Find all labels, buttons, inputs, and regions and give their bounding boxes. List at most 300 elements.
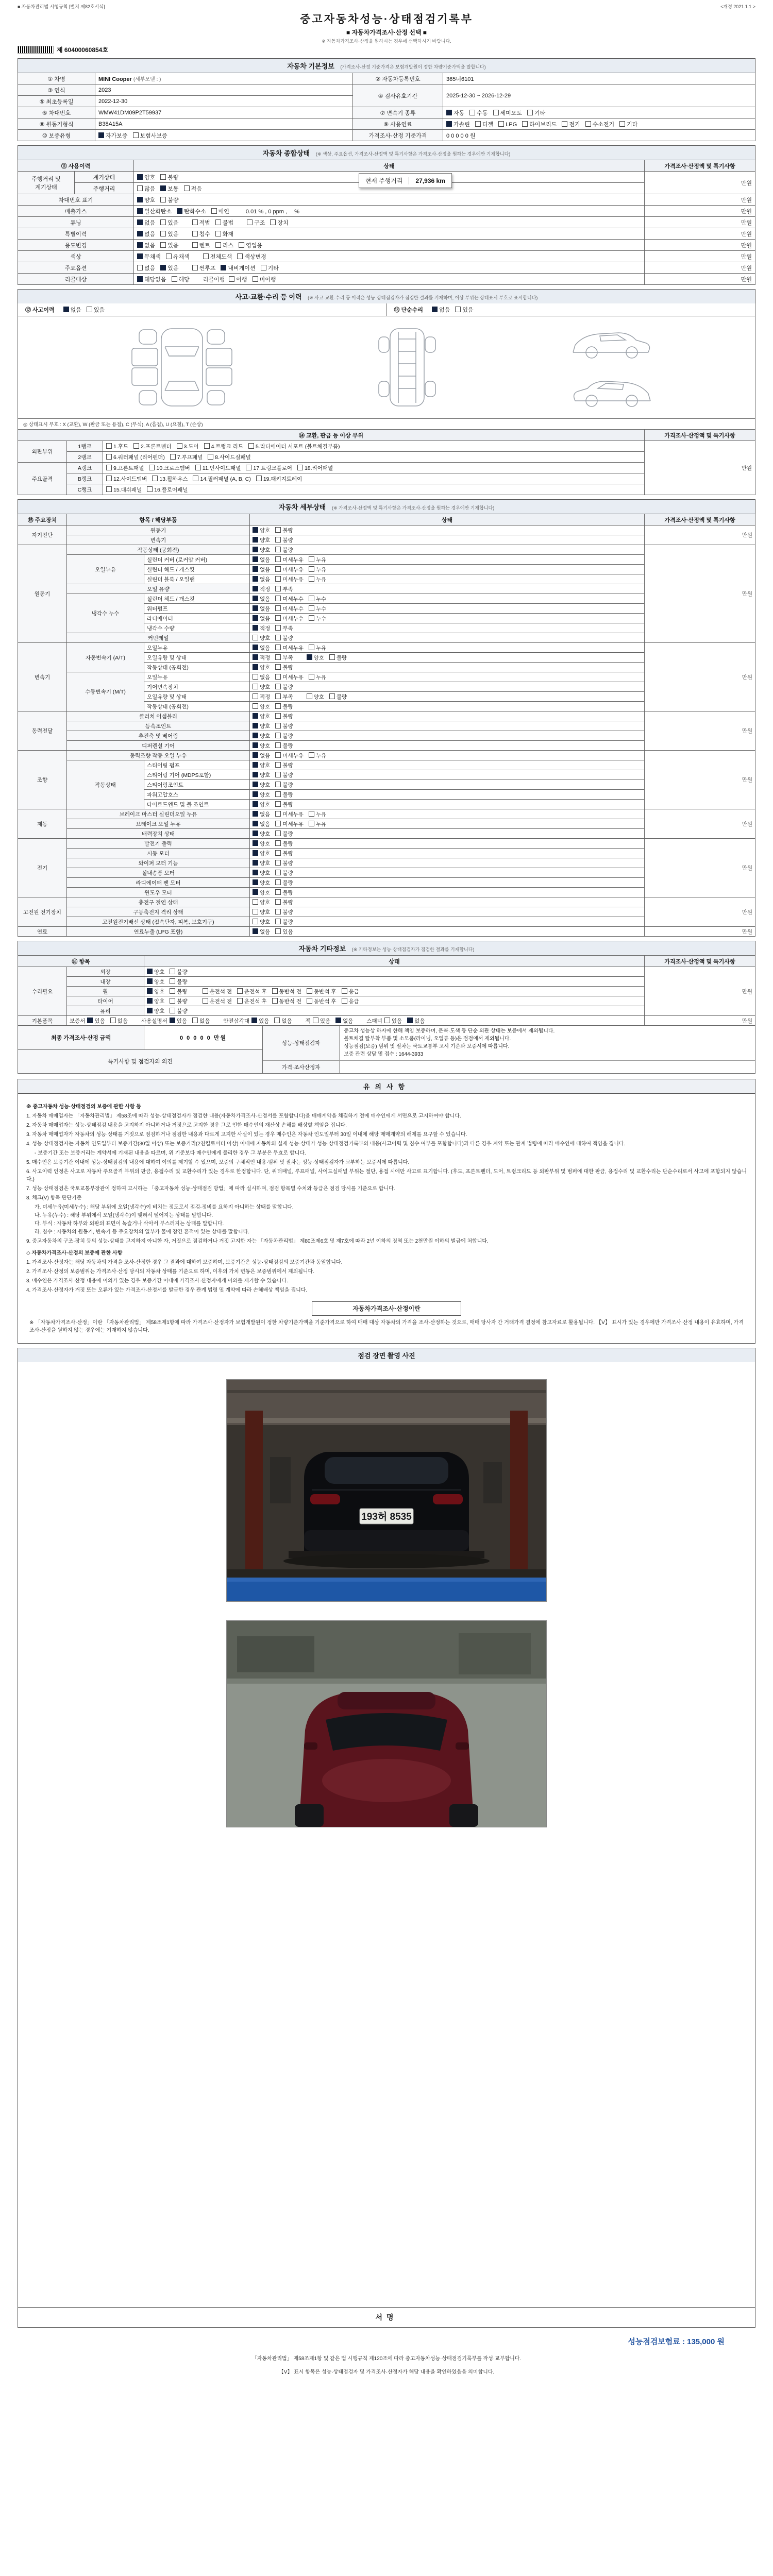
checkbox[interactable] [307,654,312,660]
checkbox-option[interactable]: 불량 [170,979,187,985]
checkbox-option[interactable]: 불량 [275,714,293,720]
checkbox[interactable] [261,265,266,270]
checkbox-option[interactable]: 양호 [147,969,164,975]
checkbox-option[interactable]: 10.크로스멤버 [149,465,190,471]
checkbox[interactable] [522,121,528,127]
checkbox-option[interactable]: 양호 [253,890,270,896]
checkbox-option[interactable]: 양호 [253,665,270,671]
checkbox[interactable] [253,733,258,738]
checkbox[interactable] [147,969,153,974]
checkbox[interactable] [384,1018,390,1023]
checkbox-option[interactable]: 누유 [309,557,326,563]
checkbox-option[interactable]: 기타 [527,110,545,116]
checkbox-option[interactable]: 부족 [275,694,293,700]
checkbox[interactable] [204,443,210,449]
checkbox-option[interactable]: 양호 [253,792,270,798]
checkbox-option[interactable]: 양호 [253,782,270,788]
checkbox[interactable] [237,253,243,259]
checkbox-option[interactable]: 수동 [469,110,488,116]
checkbox[interactable] [147,486,153,492]
checkbox[interactable] [177,443,182,449]
checkbox[interactable] [619,121,625,127]
checkbox-option[interactable]: 16.플로어패널 [147,487,188,493]
checkbox[interactable] [253,752,258,758]
checkbox[interactable] [275,772,281,777]
checkbox-option[interactable]: 12.사이드멤버 [106,476,147,482]
checkbox[interactable] [253,645,258,650]
checkbox-option[interactable]: 누유 [309,753,326,759]
checkbox-option[interactable]: 불법 [215,220,233,226]
checkbox[interactable] [309,821,314,826]
checkbox-option[interactable]: 기타 [619,122,637,128]
checkbox-option[interactable]: 18.리어패널 [297,465,333,471]
checkbox-option[interactable]: 없음 [432,307,450,313]
checkbox[interactable] [137,276,143,282]
checkbox-option[interactable]: 있음 [160,231,178,238]
checkbox-option[interactable]: 가솔린 [446,122,470,128]
checkbox[interactable] [203,253,209,259]
checkbox-option[interactable]: 없음 [253,557,270,563]
checkbox[interactable] [275,860,281,866]
checkbox[interactable] [275,576,281,582]
checkbox-option[interactable]: 동반석 전 [272,989,302,995]
checkbox[interactable] [275,537,281,543]
checkbox-option[interactable]: 침수 [192,231,210,238]
checkbox-option[interactable]: 누유 [309,577,326,583]
checkbox-option[interactable]: 미세누수 [275,616,304,622]
checkbox[interactable] [309,566,314,572]
checkbox[interactable] [170,454,176,460]
checkbox-option[interactable]: 없음 [137,243,155,249]
checkbox-option[interactable]: 전기 [562,122,580,128]
checkbox[interactable] [152,476,158,481]
checkbox[interactable] [275,605,281,611]
checkbox-option[interactable]: 없음 [253,616,270,622]
checkbox-option[interactable]: 1.후드 [106,444,128,450]
checkbox[interactable] [475,121,481,127]
checkbox[interactable] [215,231,221,236]
checkbox[interactable] [137,185,143,191]
checkbox-option[interactable]: 없음 [110,1018,128,1024]
checkbox[interactable] [248,443,254,449]
checkbox[interactable] [147,978,153,984]
checkbox[interactable] [253,596,258,601]
checkbox-option[interactable]: 렌트 [192,243,210,249]
checkbox[interactable] [309,645,314,650]
checkbox[interactable] [192,219,198,225]
checkbox-option[interactable]: 동반석 후 [307,989,337,995]
checkbox-option[interactable]: 17.트렁크플로어 [246,465,292,471]
checkbox-option[interactable]: 해당 [172,277,190,283]
checkbox-option[interactable]: 색상변경 [237,254,266,260]
checkbox-option[interactable]: 없음 [253,929,270,935]
checkbox-option[interactable]: 11.인사이드패널 [195,465,241,471]
checkbox[interactable] [275,566,281,572]
checkbox-option[interactable]: 양호 [253,528,270,534]
checkbox-option[interactable]: 있음 [275,929,293,935]
checkbox[interactable] [106,476,112,481]
checkbox[interactable] [170,988,175,994]
checkbox[interactable] [275,693,281,699]
checkbox[interactable] [251,1018,257,1023]
checkbox[interactable] [253,782,258,787]
checkbox-option[interactable]: 응급 [342,989,359,995]
checkbox[interactable] [275,723,281,728]
checkbox[interactable] [170,998,175,1004]
checkbox-option[interactable]: 불량 [170,969,187,975]
checkbox-option[interactable]: 양호 [137,175,155,181]
checkbox-option[interactable]: 세미오토 [493,110,523,116]
checkbox-option[interactable]: 양호 [253,743,270,749]
checkbox[interactable] [272,998,278,1004]
checkbox-option[interactable]: 불량 [170,1008,187,1014]
checkbox-option[interactable]: 13.휠하우스 [152,476,188,482]
checkbox-option[interactable]: 미이행 [253,277,276,283]
checkbox[interactable] [172,276,177,282]
checkbox-option[interactable]: 19.패키지트레이 [256,476,302,482]
checkbox[interactable] [253,635,258,640]
checkbox[interactable] [274,1018,280,1023]
checkbox-option[interactable]: 없음 [63,307,81,313]
checkbox-option[interactable]: 불량 [275,782,293,788]
checkbox-option[interactable]: 디젤 [475,122,493,128]
checkbox-option[interactable]: 불량 [275,528,293,534]
checkbox-option[interactable]: 불량 [275,635,293,641]
checkbox[interactable] [160,219,166,225]
checkbox[interactable] [275,635,281,640]
checkbox[interactable] [106,465,112,470]
checkbox[interactable] [253,527,258,533]
checkbox-option[interactable]: 있음 [160,265,178,272]
checkbox[interactable] [137,253,143,259]
checkbox[interactable] [133,443,139,449]
checkbox[interactable] [246,465,251,470]
checkbox[interactable] [309,596,314,601]
checkbox-option[interactable]: 있음 [384,1018,402,1024]
checkbox[interactable] [215,219,221,225]
checkbox-option[interactable]: 없음 [253,606,270,612]
checkbox[interactable] [160,185,166,191]
checkbox-option[interactable]: 불량 [275,792,293,798]
checkbox[interactable] [253,801,258,807]
checkbox[interactable] [147,1008,153,1013]
checkbox[interactable] [253,772,258,777]
checkbox-option[interactable]: 양호 [253,733,270,739]
checkbox-option[interactable]: 해당없음 [137,277,166,283]
checkbox[interactable] [253,831,258,836]
checkbox[interactable] [275,733,281,738]
checkbox-option[interactable]: 없음 [137,220,155,226]
checkbox-option[interactable]: 누유 [309,645,326,651]
checkbox[interactable] [253,791,258,797]
checkbox-option[interactable]: 불량 [275,762,293,769]
checkbox-option[interactable]: 적법 [192,220,210,226]
checkbox-option[interactable]: 불량 [275,900,293,906]
checkbox[interactable] [253,605,258,611]
checkbox-option[interactable]: 미세누수 [275,606,304,612]
checkbox[interactable] [253,742,258,748]
checkbox[interactable] [253,811,258,817]
checkbox[interactable] [133,132,139,138]
checkbox-option[interactable]: 불량 [160,197,178,204]
checkbox[interactable] [98,132,104,138]
checkbox-option[interactable]: 영업용 [239,243,262,249]
checkbox[interactable] [106,454,112,460]
checkbox[interactable] [253,576,258,582]
checkbox-option[interactable]: 미세누유 [275,753,304,759]
checkbox[interactable] [307,693,312,699]
checkbox[interactable] [275,870,281,875]
checkbox-option[interactable]: 14.필러패널 (A, B, C) [193,476,250,482]
checkbox-option[interactable]: 누유 [309,821,326,827]
checkbox-option[interactable]: 불량 [275,684,293,690]
checkbox[interactable] [275,703,281,709]
checkbox[interactable] [237,988,243,994]
checkbox[interactable] [253,625,258,631]
checkbox-option[interactable]: 없음 [253,596,270,602]
checkbox-option[interactable]: 무채색 [137,254,161,260]
checkbox[interactable] [147,998,153,1004]
checkbox-option[interactable]: 불량 [275,841,293,847]
checkbox[interactable] [106,486,112,492]
checkbox[interactable] [493,110,499,115]
checkbox-option[interactable]: 양호 [253,762,270,769]
checkbox[interactable] [275,752,281,758]
checkbox[interactable] [297,465,303,470]
checkbox[interactable] [307,988,312,994]
checkbox[interactable] [253,537,258,543]
checkbox-option[interactable]: 양호 [253,841,270,847]
checkbox-option[interactable]: 많음 [137,186,155,192]
checkbox[interactable] [170,1008,175,1013]
checkbox-option[interactable]: 15.대쉬패널 [106,487,142,493]
checkbox[interactable] [275,596,281,601]
checkbox-option[interactable]: 적정 [253,586,270,592]
checkbox-option[interactable]: 양호 [147,998,164,1005]
checkbox-option[interactable]: 없음 [253,674,270,681]
checkbox-option[interactable]: 운전석 전 [203,989,232,995]
checkbox[interactable] [329,693,335,699]
checkbox[interactable] [166,253,172,259]
checkbox-option[interactable]: 없음 [137,265,155,272]
checkbox[interactable] [253,860,258,866]
checkbox[interactable] [275,831,281,836]
checkbox-option[interactable]: 리스 [215,243,233,249]
checkbox-option[interactable]: 양호 [253,909,270,916]
checkbox[interactable] [275,811,281,817]
checkbox[interactable] [275,556,281,562]
checkbox-option[interactable]: 양호 [147,989,164,995]
checkbox-option[interactable]: 없음 [253,567,270,573]
checkbox-option[interactable]: 불량 [275,772,293,778]
checkbox[interactable] [253,762,258,768]
checkbox-option[interactable]: 전체도색 [203,254,232,260]
checkbox[interactable] [253,654,258,660]
checkbox[interactable] [253,928,258,934]
checkbox[interactable] [247,219,253,225]
checkbox-option[interactable]: 없음 [253,645,270,651]
checkbox[interactable] [137,174,143,180]
checkbox[interactable] [275,821,281,826]
checkbox-option[interactable]: 불량 [275,919,293,925]
checkbox[interactable] [527,110,533,115]
checkbox[interactable] [275,615,281,621]
checkbox[interactable] [253,919,258,924]
checkbox[interactable] [342,998,347,1004]
checkbox[interactable] [253,821,258,826]
checkbox-option[interactable]: 응급 [342,998,359,1005]
checkbox[interactable] [469,110,475,115]
checkbox-option[interactable]: 누수 [309,606,326,612]
checkbox-option[interactable]: 미세누유 [275,557,304,563]
checkbox[interactable] [195,465,201,470]
checkbox-option[interactable]: 불량 [275,733,293,739]
checkbox[interactable] [237,998,243,1004]
checkbox[interactable] [275,928,281,934]
checkbox-option[interactable]: 있음 [160,243,178,249]
checkbox-option[interactable]: 썬루프 [192,265,216,272]
checkbox[interactable] [170,1018,175,1023]
checkbox[interactable] [177,208,182,214]
checkbox[interactable] [137,197,143,202]
checkbox-option[interactable]: 있음 [455,307,473,313]
checkbox[interactable] [147,988,153,994]
checkbox[interactable] [203,998,208,1004]
checkbox[interactable] [432,307,438,312]
checkbox[interactable] [215,242,221,248]
checkbox[interactable] [239,242,244,248]
checkbox-option[interactable]: 장치 [270,220,288,226]
checkbox[interactable] [275,527,281,533]
checkbox-option[interactable]: 4.트렁크 리드 [204,444,243,450]
checkbox-option[interactable]: 불량 [329,655,347,661]
checkbox-option[interactable]: 양호 [253,900,270,906]
checkbox-option[interactable]: 탄화수소 [177,209,206,215]
checkbox-option[interactable]: 미세누유 [275,577,304,583]
checkbox[interactable] [275,762,281,768]
checkbox[interactable] [407,1018,413,1023]
checkbox[interactable] [342,988,347,994]
checkbox[interactable] [160,197,166,202]
checkbox-option[interactable]: 운전석 후 [237,989,267,995]
checkbox[interactable] [160,265,166,270]
checkbox-option[interactable]: 적정 [253,655,270,661]
checkbox-option[interactable]: 자동 [446,110,464,116]
checkbox[interactable] [192,231,198,236]
checkbox[interactable] [253,899,258,905]
checkbox[interactable] [192,1018,198,1023]
checkbox-option[interactable]: 미세누유 [275,567,304,573]
checkbox-option[interactable]: 불량 [329,694,347,700]
checkbox[interactable] [253,840,258,846]
checkbox[interactable] [253,850,258,856]
checkbox[interactable] [585,121,591,127]
checkbox[interactable] [335,1018,341,1023]
checkbox[interactable] [192,265,198,270]
checkbox[interactable] [275,547,281,552]
checkbox[interactable] [275,654,281,660]
checkbox[interactable] [193,476,198,481]
checkbox-option[interactable]: 불량 [275,665,293,671]
checkbox[interactable] [309,576,314,582]
checkbox-option[interactable]: 양호 [253,880,270,886]
checkbox-option[interactable]: 없음 [253,811,270,818]
checkbox-option[interactable]: 양호 [253,802,270,808]
checkbox[interactable] [253,566,258,572]
checkbox[interactable] [137,208,143,214]
checkbox-option[interactable]: 있음 [251,1018,269,1024]
checkbox-option[interactable]: 불량 [275,547,293,553]
checkbox-option[interactable]: 내비게이션 [221,265,255,272]
checkbox[interactable] [221,265,226,270]
checkbox-option[interactable]: 불량 [275,890,293,896]
checkbox[interactable] [253,909,258,914]
checkbox-option[interactable]: 없음 [274,1018,292,1024]
checkbox-option[interactable]: 양호 [253,919,270,925]
checkbox[interactable] [253,664,258,670]
checkbox-option[interactable]: 동반석 전 [272,998,302,1005]
checkbox[interactable] [137,219,143,225]
checkbox-option[interactable]: 양호 [253,723,270,730]
checkbox-option[interactable]: 6.쿼터패널 (리어펜더) [106,454,165,461]
checkbox-option[interactable]: 양호 [253,851,270,857]
checkbox[interactable] [208,454,213,460]
checkbox[interactable] [275,713,281,719]
checkbox-option[interactable]: 불량 [275,909,293,916]
checkbox-option[interactable]: 보통 [160,186,178,192]
checkbox[interactable] [275,919,281,924]
checkbox[interactable] [562,121,567,127]
checkbox[interactable] [137,265,143,270]
checkbox-option[interactable]: 양호 [253,772,270,778]
checkbox-option[interactable]: 불량 [160,175,178,181]
checkbox-option[interactable]: 이행 [229,277,247,283]
checkbox[interactable] [253,723,258,728]
checkbox-option[interactable]: 불량 [275,537,293,544]
checkbox[interactable] [309,752,314,758]
checkbox[interactable] [275,909,281,914]
checkbox-option[interactable]: 보험사보증 [133,133,167,139]
checkbox-option[interactable]: 없음 [407,1018,425,1024]
checkbox[interactable] [275,782,281,787]
checkbox[interactable] [309,605,314,611]
checkbox-option[interactable]: 미세누유 [275,674,304,681]
checkbox-option[interactable]: 없음 [253,753,270,759]
checkbox[interactable] [498,121,504,127]
checkbox-option[interactable]: 불량 [275,880,293,886]
checkbox-option[interactable]: 미세누수 [275,596,304,602]
checkbox[interactable] [253,556,258,562]
checkbox-option[interactable]: 누수 [309,616,326,622]
checkbox[interactable] [253,879,258,885]
checkbox-option[interactable]: 누유 [309,811,326,818]
checkbox[interactable] [253,713,258,719]
checkbox-option[interactable]: 미세누유 [275,645,304,651]
checkbox[interactable] [137,231,143,236]
checkbox[interactable] [184,185,190,191]
checkbox-option[interactable]: 있음 [160,220,178,226]
checkbox[interactable] [160,174,166,180]
checkbox-option[interactable]: 양호 [253,870,270,876]
checkbox[interactable] [329,654,335,660]
checkbox[interactable] [253,703,258,709]
checkbox[interactable] [275,664,281,670]
checkbox-option[interactable]: 부족 [275,625,293,632]
checkbox[interactable] [313,1018,318,1023]
checkbox-option[interactable]: 운전석 후 [237,998,267,1005]
checkbox[interactable] [229,276,234,282]
checkbox[interactable] [192,242,198,248]
